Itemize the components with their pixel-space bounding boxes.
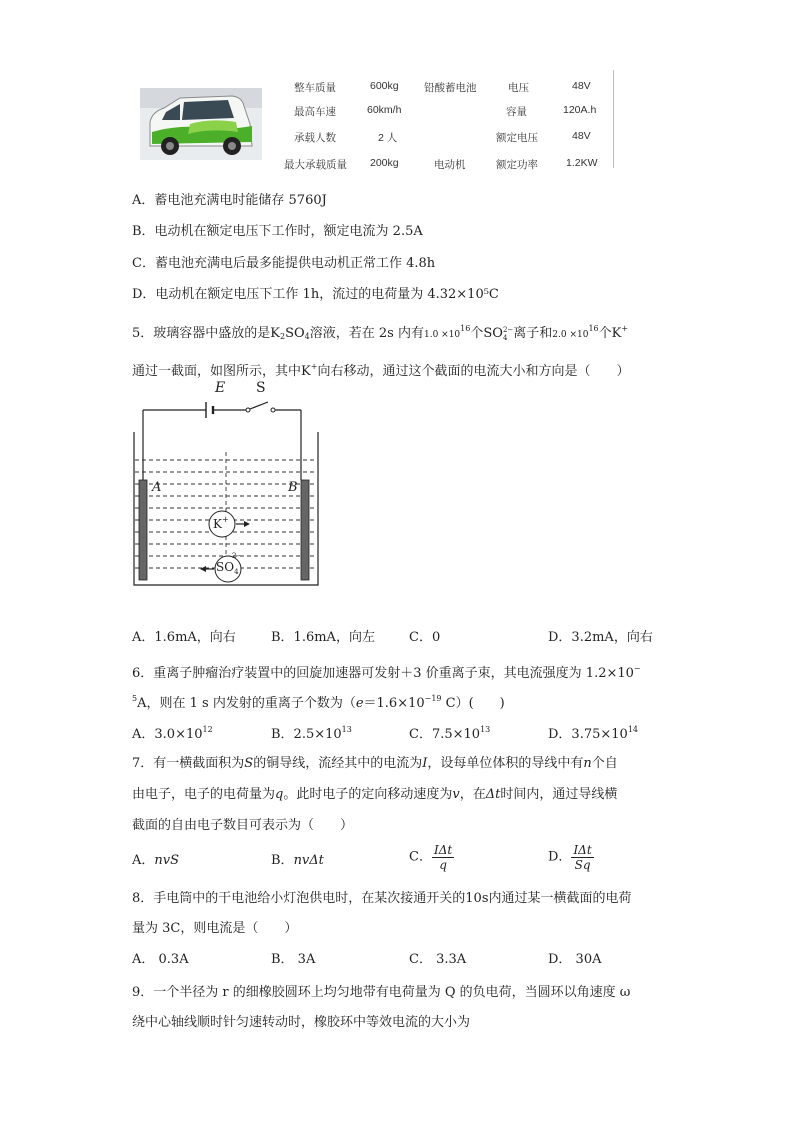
text: A，则在 1 s 内发射的重离子个数为（ <box>137 696 356 711</box>
q7-stem-line1 <box>132 755 618 773</box>
q5-option-d: D．3.2mA，向右 <box>548 630 653 645</box>
chem-sub: 4 <box>304 332 310 341</box>
q7-option-c <box>409 843 454 872</box>
spec-label: 最高车速 <box>294 106 336 118</box>
text: C． <box>409 849 432 865</box>
q6-option-b <box>271 721 352 744</box>
text: 6．重离子肿瘤治疗装置中的回旋加速器可发射＋3 价重离子束，其电流强度为 1.2×10 <box>132 666 634 681</box>
var-I: I <box>422 756 428 771</box>
text: 个 <box>598 326 612 341</box>
ion-sub: 4 <box>234 568 239 576</box>
exponent: 5 <box>132 694 138 703</box>
ion-charge: + <box>221 515 229 524</box>
spec-label: 容量 <box>506 106 527 118</box>
exponent: 14 <box>627 725 638 734</box>
q5-stem-line2 <box>132 358 629 381</box>
q4-option-d: D．电动机在额定电压下工作 1h，流过的电荷量为 4.32×10⁵C <box>132 287 499 302</box>
label-S: S <box>256 380 266 396</box>
electric-car-image <box>140 88 262 160</box>
label-SO4-charge: 2− <box>232 552 243 560</box>
text: 通过一截面，如图所示，其中 <box>132 364 302 379</box>
text: 。此时电子的定向移动速度为 <box>283 787 453 802</box>
q7-option-a <box>132 852 179 870</box>
exponent: − <box>633 664 641 673</box>
fraction <box>571 843 593 872</box>
text: 时间内，通过导线横 <box>500 787 618 802</box>
q8-option-b: B． 3A <box>271 952 316 967</box>
q8-option-a: A． 0.3A <box>132 952 189 967</box>
text: B．2.5×10 <box>271 727 342 742</box>
text: B． <box>271 853 294 868</box>
table-divider <box>613 70 614 168</box>
label-K-ion <box>213 515 229 531</box>
spec-label: 整车质量 <box>294 82 336 94</box>
spec-value: 48V <box>572 80 591 92</box>
subscript: 4 <box>502 333 508 342</box>
text: D． <box>548 849 572 865</box>
q7-stem-line2 <box>132 786 617 804</box>
q4-option-b: B．电动机在额定电压下工作时，额定电流为 2.5A <box>132 224 423 239</box>
exponent: 12 <box>202 725 213 734</box>
q8-option-d: D． 30A <box>548 952 602 967</box>
text: 离子和 <box>513 326 553 341</box>
text: 5．玻璃容器中盛放的是 <box>132 326 271 341</box>
charge: 2− <box>502 325 514 334</box>
spec-value: 60km/h <box>367 104 402 116</box>
fraction <box>432 843 454 872</box>
q5-stem-line1 <box>132 320 628 346</box>
spec-value: 200kg <box>370 157 399 169</box>
q5-option-c: C．0 <box>409 630 441 645</box>
label-A: A <box>152 480 162 495</box>
q6-option-a <box>132 721 213 744</box>
spec-value: 2 人 <box>378 132 398 144</box>
text: 的铜导线，流经其中的电流为 <box>253 756 423 771</box>
numerator: IΔt <box>433 843 453 857</box>
denominator: q <box>439 858 447 872</box>
expr: nvS <box>154 853 180 868</box>
label-E: E <box>215 380 226 396</box>
q4-option-c: C．蓄电池充满电后最多能提供电动机正常工作 4.8h <box>132 256 436 271</box>
q9-stem-line1: 9．一个半径为 r 的细橡胶圆环上均匀地带有电荷量为 Q 的负电荷，当圆环以角速度 ω <box>132 985 631 1000</box>
var-dt: Δt <box>485 787 501 802</box>
number: 1.0 ×10 <box>423 330 461 340</box>
text: C．7.5×10 <box>409 727 481 742</box>
spec-label: 电压 <box>508 82 529 94</box>
text: 溶液，若在 2s 内有 <box>309 326 424 341</box>
chem-sub: 2 <box>280 332 286 341</box>
q7-option-b <box>271 852 324 870</box>
spec-value: 1.2KW <box>566 157 598 169</box>
q4-option-a: A．蓄电池充满电时能储存 5760J <box>132 193 327 208</box>
q9-stem-line2: 绕中心轴线顺时针匀速转动时，橡胶环中等效电流的大小为 <box>132 1015 471 1030</box>
var-S: S <box>244 756 254 771</box>
q5-option-a: A．1.6mA，向右 <box>132 630 236 645</box>
spec-value: 120A.h <box>563 104 597 116</box>
text: 7．有一横截面积为 <box>132 756 245 771</box>
text: ＝1.6×10 <box>363 696 425 711</box>
text: 个自 <box>591 756 618 771</box>
q7-stem-line3: 截面的自由电子数目可表示为（ ） <box>132 818 354 833</box>
q6-option-c <box>409 721 490 744</box>
spec-group: 铅酸蓄电池 <box>424 82 477 94</box>
text: 向右移动，通过这个截面的电流大小和方向是（ ） <box>317 364 630 379</box>
numerator: IΔt <box>573 843 592 857</box>
q8-option-c: C． 3.3A <box>409 952 467 967</box>
number: 2.0 ×10 <box>552 330 589 340</box>
ion-text: SO <box>216 560 235 574</box>
spec-label: 额定电压 <box>496 132 538 144</box>
var-v: v <box>452 787 460 802</box>
label-B: B <box>288 480 298 495</box>
q6-stem-line1 <box>132 660 641 683</box>
q5-option-b: B．1.6mA，向左 <box>271 630 375 645</box>
text: 个 <box>470 326 484 341</box>
text: A． <box>132 853 155 868</box>
text: ，设每单位体积的导线中有 <box>427 756 584 771</box>
spec-label: 额定功率 <box>496 159 538 171</box>
var-n: n <box>583 756 592 771</box>
exponent: −19 <box>424 694 442 703</box>
spec-label: 承载人数 <box>294 132 336 144</box>
spec-label: 最大承载质量 <box>284 159 347 171</box>
exponent: 13 <box>480 725 491 734</box>
electrolysis-diagram <box>128 380 328 590</box>
text: D．3.75×10 <box>548 727 628 742</box>
chem-SO: SO <box>483 326 503 341</box>
charge: + <box>310 362 318 371</box>
text: A．3.0×10 <box>132 727 203 742</box>
chem-K: K <box>270 326 280 341</box>
expr: nvΔt <box>293 853 324 868</box>
spec-value: 600kg <box>370 80 399 92</box>
exponent: 16 <box>460 324 471 333</box>
denominator: Sq <box>574 858 591 872</box>
text: ，在 <box>459 787 486 802</box>
exponent: 13 <box>341 725 352 734</box>
spec-group: 电动机 <box>434 159 466 171</box>
q6-stem-line2 <box>132 690 505 713</box>
q6-option-d <box>548 721 638 744</box>
charge: + <box>621 324 629 333</box>
text: C）( ) <box>441 696 505 711</box>
spec-value: 48V <box>572 130 591 142</box>
label-SO4-ion <box>216 560 239 576</box>
q8-stem-line1: 8．手电筒中的干电池给小灯泡供电时，在某次接通开关的10s内通过某一横截面的电荷 <box>132 891 632 906</box>
var-q: q <box>275 787 284 802</box>
q7-option-d <box>548 843 594 872</box>
chem-K: K <box>611 326 622 341</box>
ion-text: K <box>213 517 222 531</box>
text: 由电子，电子的电荷量为 <box>132 787 276 802</box>
q8-stem-line2: 量为 3C，则电流是（ ） <box>132 921 298 936</box>
chem-SO: SO <box>285 326 305 341</box>
chem-K: K <box>301 364 311 379</box>
exponent: 16 <box>588 324 599 333</box>
var-e: e <box>355 696 364 711</box>
